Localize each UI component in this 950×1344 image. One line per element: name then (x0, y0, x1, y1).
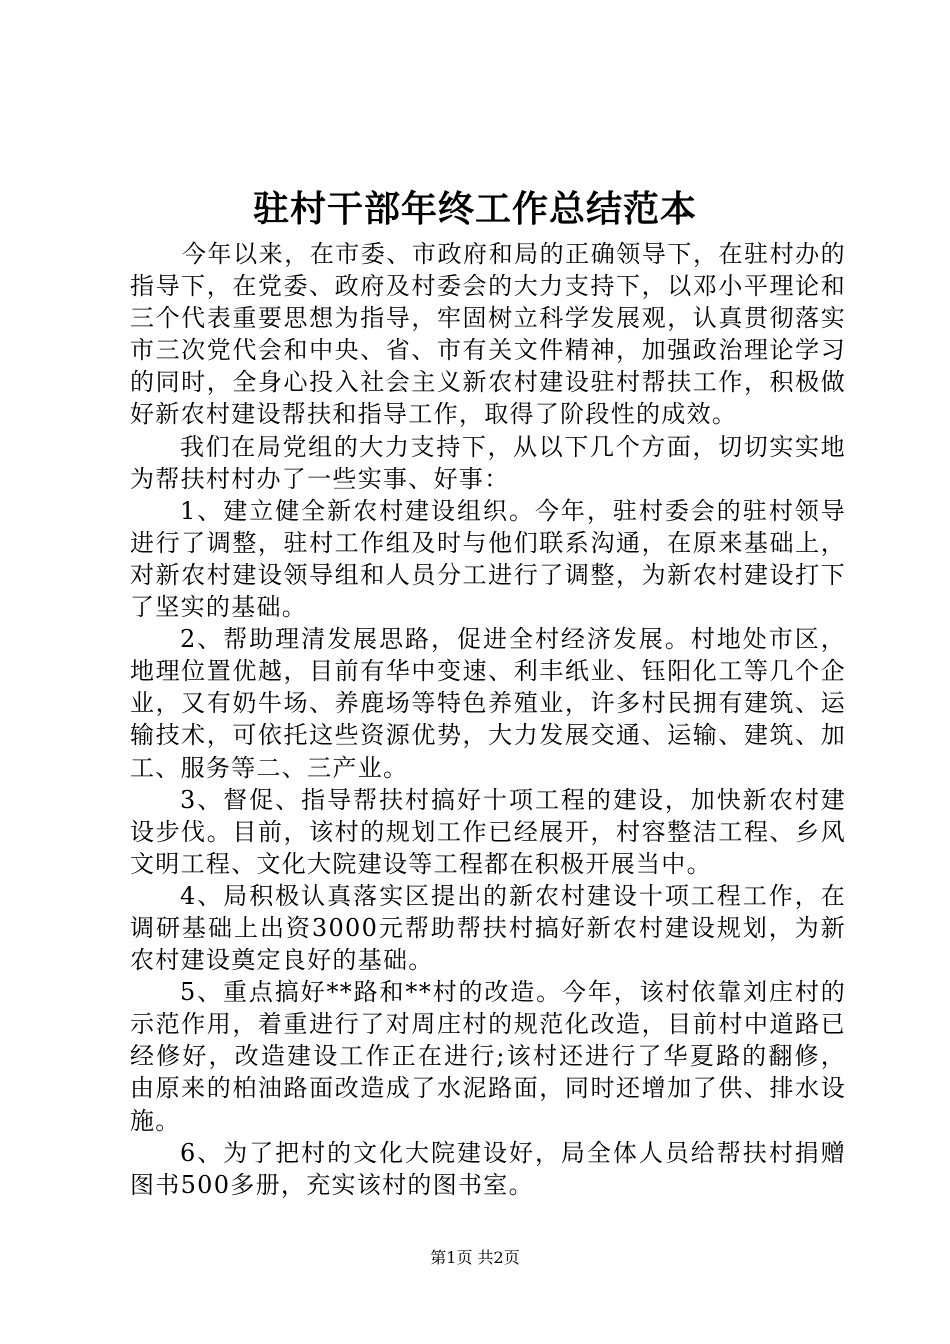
document-title: 驻村干部年终工作总结范本 (252, 188, 697, 230)
paragraph-item-2: 2、帮助理清发展思路，促进全村经济发展。村地处市区，地理位置优越，目前有华中变速、利丰纸业、钰阳化工等几个企业，又有奶牛场、养鹿场等特色养殖业，许多村民拥有建筑、运输技术，可依托这些资源优势，大力发展交通、运输、建筑、加工、服务等二、三产业。 (130, 625, 846, 782)
paragraph-item-4: 4、局积极认真落实区提出的新农村建设十项工程工作，在调研基础上出资3000元帮助帮扶村搞好新农村建设规划，为新农村建设奠定良好的基础。 (130, 881, 846, 975)
page-footer: 第1页 共2页 (430, 1248, 520, 1267)
paragraph-item-1: 1、建立健全新农村建设组织。今年，驻村委会的驻村领导进行了调整，驻村工作组及时与他们联系沟通，在原来基础上，对新农村建设领导组和人员分工进行了调整，为新农村建设打下了坚实的基础。 (130, 496, 846, 622)
document-body (130, 238, 846, 1201)
paragraph-overview: 我们在局党组的大力支持下，从以下几个方面，切切实实地为帮扶村村办了一些实事、好事： (130, 432, 846, 493)
paragraph-item-5: 5、重点搞好**路和**村的改造。今年，该村依靠刘庄村的示范作用，着重进行了对周庄村的规范化改造，目前村中道路已经修好，改造建设工作正在进行;该村还进行了华夏路的翻修，由原来的柏油路面改造成了水泥路面，同时还增加了供、排水设施。 (130, 978, 846, 1135)
paragraph-item-6: 6、为了把村的文化大院建设好，局全体人员给帮扶村捐赠图书500多册，充实该村的图书室。 (130, 1138, 846, 1199)
paragraph-intro: 今年以来，在市委、市政府和局的正确领导下，在驻村办的指导下，在党委、政府及村委会的大力支持下，以邓小平理论和三个代表重要思想为指导，牢固树立科学发展观，认真贯彻落实市三次党代会和中央、省、市有关文件精神，加强政治理论学习的同时，全身心投入社会主义新农村建设驻村帮扶工作，积极做好新农村建设帮扶和指导工作，取得了阶段性的成效。 (130, 240, 846, 429)
paragraph-item-3: 3、督促、指导帮扶村搞好十项工程的建设，加快新农村建设步伐。目前，该村的规划工作已经展开，村容整洁工程、乡风文明工程、文化大院建设等工程都在积极开展当中。 (130, 785, 846, 878)
